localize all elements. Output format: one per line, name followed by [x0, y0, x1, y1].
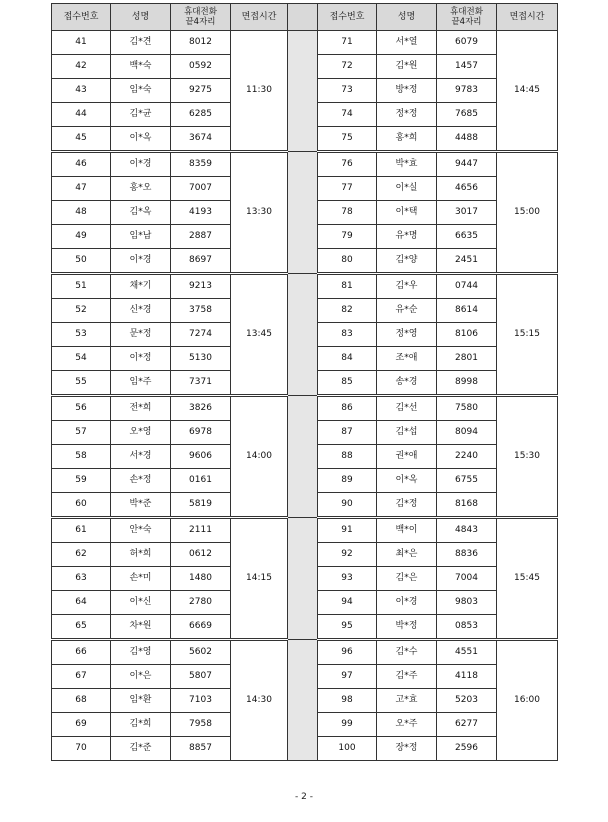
- phone-last4: 4118: [437, 665, 497, 689]
- applicant-name: 허*희: [111, 543, 171, 567]
- entry-number: 75: [318, 127, 377, 152]
- applicant-name: 백*이: [377, 518, 437, 543]
- entry-number: 93: [318, 567, 377, 591]
- header-phone-line2: 끝4자리: [451, 17, 482, 27]
- phone-last4: 5203: [437, 689, 497, 713]
- entry-number: 67: [52, 665, 111, 689]
- phone-last4: 2451: [437, 249, 497, 274]
- applicant-name: 김*주: [377, 665, 437, 689]
- phone-last4: 7580: [437, 396, 497, 421]
- table-row: [52, 152, 558, 177]
- entry-number: 79: [318, 225, 377, 249]
- phone-last4: 2240: [437, 445, 497, 469]
- applicant-name: 박*준: [111, 493, 171, 518]
- applicant-name: 안*숙: [111, 518, 171, 543]
- interview-time: 14:15: [231, 518, 288, 640]
- phone-last4: 2780: [171, 591, 231, 615]
- entry-number: 62: [52, 543, 111, 567]
- entry-number: 44: [52, 103, 111, 127]
- entry-number: 56: [52, 396, 111, 421]
- header-name-left: 성명: [111, 4, 171, 31]
- applicant-name: 이*경: [111, 152, 171, 177]
- phone-last4: 8012: [171, 31, 231, 55]
- entry-number: 48: [52, 201, 111, 225]
- header-time-right: 면접시간: [497, 4, 558, 31]
- phone-last4: 9447: [437, 152, 497, 177]
- phone-last4: 3826: [171, 396, 231, 421]
- entry-number: 53: [52, 323, 111, 347]
- header-no-left: 접수번호: [52, 4, 111, 31]
- entry-number: 59: [52, 469, 111, 493]
- entry-number: 64: [52, 591, 111, 615]
- entry-number: 45: [52, 127, 111, 152]
- interview-time: 16:00: [497, 640, 558, 761]
- entry-number: 99: [318, 713, 377, 737]
- entry-number: 46: [52, 152, 111, 177]
- entry-number: 98: [318, 689, 377, 713]
- table-row: [52, 518, 558, 543]
- phone-last4: 7685: [437, 103, 497, 127]
- applicant-name: 박*정: [377, 615, 437, 640]
- phone-last4: 6635: [437, 225, 497, 249]
- applicant-name: 임*환: [111, 689, 171, 713]
- applicant-name: 이*옥: [377, 469, 437, 493]
- applicant-name: 이*경: [111, 249, 171, 274]
- header-phone-line1: 휴대전화: [184, 7, 217, 17]
- applicant-name: 손*정: [111, 469, 171, 493]
- column-separator: [288, 152, 318, 274]
- applicant-name: 김*견: [111, 31, 171, 55]
- applicant-name: 박*효: [377, 152, 437, 177]
- entry-number: 82: [318, 299, 377, 323]
- entry-number: 95: [318, 615, 377, 640]
- header-no-right: 접수번호: [318, 4, 377, 31]
- header-phone-line2: 끝4자리: [185, 17, 216, 27]
- header-phone-line1: 휴대전화: [450, 7, 483, 17]
- entry-number: 65: [52, 615, 111, 640]
- phone-last4: 3674: [171, 127, 231, 152]
- phone-last4: 9213: [171, 274, 231, 299]
- applicant-name: 김*우: [377, 274, 437, 299]
- column-separator: [288, 396, 318, 518]
- entry-number: 80: [318, 249, 377, 274]
- phone-last4: 8094: [437, 421, 497, 445]
- phone-last4: 0592: [171, 55, 231, 79]
- entry-number: 50: [52, 249, 111, 274]
- entry-number: 61: [52, 518, 111, 543]
- entry-number: 91: [318, 518, 377, 543]
- entry-number: 42: [52, 55, 111, 79]
- interview-time: 11:30: [231, 31, 288, 152]
- entry-number: 81: [318, 274, 377, 299]
- phone-last4: 2801: [437, 347, 497, 371]
- applicant-name: 전*희: [111, 396, 171, 421]
- applicant-name: 이*신: [111, 591, 171, 615]
- phone-last4: 8106: [437, 323, 497, 347]
- entry-number: 60: [52, 493, 111, 518]
- phone-last4: 5602: [171, 640, 231, 665]
- applicant-name: 서*경: [111, 445, 171, 469]
- entry-number: 78: [318, 201, 377, 225]
- applicant-name: 최*은: [377, 543, 437, 567]
- column-separator: [288, 31, 318, 152]
- phone-last4: 6079: [437, 31, 497, 55]
- entry-number: 72: [318, 55, 377, 79]
- interview-time: 15:15: [497, 274, 558, 396]
- entry-number: 66: [52, 640, 111, 665]
- entry-number: 74: [318, 103, 377, 127]
- interview-time: 15:30: [497, 396, 558, 518]
- entry-number: 58: [52, 445, 111, 469]
- entry-number: 71: [318, 31, 377, 55]
- interview-time: 15:45: [497, 518, 558, 640]
- column-separator: [288, 640, 318, 761]
- phone-last4: 6755: [437, 469, 497, 493]
- entry-number: 41: [52, 31, 111, 55]
- applicant-name: 오*주: [377, 713, 437, 737]
- applicant-name: 김*수: [377, 640, 437, 665]
- applicant-name: 문*정: [111, 323, 171, 347]
- phone-last4: 2887: [171, 225, 231, 249]
- applicant-name: 채*기: [111, 274, 171, 299]
- applicant-name: 이*옥: [111, 127, 171, 152]
- applicant-name: 오*영: [111, 421, 171, 445]
- entry-number: 63: [52, 567, 111, 591]
- phone-last4: 4193: [171, 201, 231, 225]
- phone-last4: 8998: [437, 371, 497, 396]
- applicant-name: 임*주: [111, 371, 171, 396]
- applicant-name: 이*실: [377, 177, 437, 201]
- entry-number: 84: [318, 347, 377, 371]
- phone-last4: 8614: [437, 299, 497, 323]
- phone-last4: 6277: [437, 713, 497, 737]
- phone-last4: 9275: [171, 79, 231, 103]
- phone-last4: 5130: [171, 347, 231, 371]
- interview-time: 15:00: [497, 152, 558, 274]
- header-phone-right: [437, 4, 497, 31]
- applicant-name: 김*준: [111, 737, 171, 761]
- entry-number: 57: [52, 421, 111, 445]
- applicant-name: 임*숙: [111, 79, 171, 103]
- phone-last4: 7274: [171, 323, 231, 347]
- applicant-name: 정*영: [377, 323, 437, 347]
- entry-number: 47: [52, 177, 111, 201]
- applicant-name: 김*균: [111, 103, 171, 127]
- entry-number: 96: [318, 640, 377, 665]
- phone-last4: 3017: [437, 201, 497, 225]
- entry-number: 100: [318, 737, 377, 761]
- interview-schedule: [51, 3, 557, 753]
- entry-number: 83: [318, 323, 377, 347]
- applicant-name: 김*희: [111, 713, 171, 737]
- schedule-table: [51, 3, 558, 761]
- applicant-name: 유*명: [377, 225, 437, 249]
- entry-number: 76: [318, 152, 377, 177]
- phone-last4: 4488: [437, 127, 497, 152]
- phone-last4: 7371: [171, 371, 231, 396]
- entry-number: 88: [318, 445, 377, 469]
- applicant-name: 방*정: [377, 79, 437, 103]
- entry-number: 70: [52, 737, 111, 761]
- applicant-name: 김*선: [377, 396, 437, 421]
- phone-last4: 9606: [171, 445, 231, 469]
- entry-number: 54: [52, 347, 111, 371]
- phone-last4: 5807: [171, 665, 231, 689]
- table-row: [52, 640, 558, 665]
- phone-last4: 0853: [437, 615, 497, 640]
- applicant-name: 이*은: [111, 665, 171, 689]
- entry-number: 85: [318, 371, 377, 396]
- entry-number: 51: [52, 274, 111, 299]
- phone-last4: 0612: [171, 543, 231, 567]
- interview-time: 14:00: [231, 396, 288, 518]
- header-row: [52, 4, 558, 31]
- applicant-name: 고*효: [377, 689, 437, 713]
- phone-last4: 4551: [437, 640, 497, 665]
- column-separator: [288, 274, 318, 396]
- phone-last4: 2111: [171, 518, 231, 543]
- applicant-name: 조*애: [377, 347, 437, 371]
- applicant-name: 권*애: [377, 445, 437, 469]
- schedule-body: [52, 31, 558, 761]
- applicant-name: 신*경: [111, 299, 171, 323]
- page-number: - 2 -: [295, 792, 313, 802]
- phone-last4: 8168: [437, 493, 497, 518]
- applicant-name: 김*은: [377, 567, 437, 591]
- phone-last4: 8359: [171, 152, 231, 177]
- applicant-name: 이*택: [377, 201, 437, 225]
- phone-last4: 5819: [171, 493, 231, 518]
- phone-last4: 4843: [437, 518, 497, 543]
- phone-last4: 6285: [171, 103, 231, 127]
- phone-last4: 0161: [171, 469, 231, 493]
- applicant-name: 이*경: [377, 591, 437, 615]
- applicant-name: 유*순: [377, 299, 437, 323]
- applicant-name: 김*영: [111, 640, 171, 665]
- applicant-name: 김*섭: [377, 421, 437, 445]
- phone-last4: 8697: [171, 249, 231, 274]
- entry-number: 77: [318, 177, 377, 201]
- phone-last4: 7004: [437, 567, 497, 591]
- applicant-name: 김*정: [377, 493, 437, 518]
- entry-number: 73: [318, 79, 377, 103]
- phone-last4: 4656: [437, 177, 497, 201]
- entry-number: 86: [318, 396, 377, 421]
- applicant-name: 이*정: [111, 347, 171, 371]
- phone-last4: 9803: [437, 591, 497, 615]
- applicant-name: 차*원: [111, 615, 171, 640]
- phone-last4: 1480: [171, 567, 231, 591]
- header-name-right: 성명: [377, 4, 437, 31]
- applicant-name: 홍*오: [111, 177, 171, 201]
- phone-last4: 2596: [437, 737, 497, 761]
- interview-time: 13:45: [231, 274, 288, 396]
- table-row: [52, 396, 558, 421]
- interview-time: 13:30: [231, 152, 288, 274]
- entry-number: 69: [52, 713, 111, 737]
- entry-number: 94: [318, 591, 377, 615]
- phone-last4: 0744: [437, 274, 497, 299]
- phone-last4: 7958: [171, 713, 231, 737]
- phone-last4: 7007: [171, 177, 231, 201]
- header-separator: [288, 4, 318, 31]
- entry-number: 92: [318, 543, 377, 567]
- phone-last4: 6669: [171, 615, 231, 640]
- applicant-name: 임*남: [111, 225, 171, 249]
- applicant-name: 홍*희: [377, 127, 437, 152]
- entry-number: 49: [52, 225, 111, 249]
- column-separator: [288, 518, 318, 640]
- applicant-name: 정*정: [377, 103, 437, 127]
- phone-last4: 9783: [437, 79, 497, 103]
- phone-last4: 3758: [171, 299, 231, 323]
- applicant-name: 송*경: [377, 371, 437, 396]
- entry-number: 87: [318, 421, 377, 445]
- phone-last4: 8836: [437, 543, 497, 567]
- header-phone-left: [171, 4, 231, 31]
- applicant-name: 장*정: [377, 737, 437, 761]
- applicant-name: 서*열: [377, 31, 437, 55]
- applicant-name: 김*옥: [111, 201, 171, 225]
- applicant-name: 김*양: [377, 249, 437, 274]
- entry-number: 90: [318, 493, 377, 518]
- entry-number: 97: [318, 665, 377, 689]
- entry-number: 43: [52, 79, 111, 103]
- entry-number: 55: [52, 371, 111, 396]
- applicant-name: 백*숙: [111, 55, 171, 79]
- entry-number: 52: [52, 299, 111, 323]
- phone-last4: 1457: [437, 55, 497, 79]
- interview-time: 14:45: [497, 31, 558, 152]
- phone-last4: 7103: [171, 689, 231, 713]
- header-time-left: 면접시간: [231, 4, 288, 31]
- applicant-name: 손*미: [111, 567, 171, 591]
- entry-number: 68: [52, 689, 111, 713]
- table-row: [52, 274, 558, 299]
- phone-last4: 8857: [171, 737, 231, 761]
- entry-number: 89: [318, 469, 377, 493]
- phone-last4: 6978: [171, 421, 231, 445]
- table-row: [52, 31, 558, 55]
- interview-time: 14:30: [231, 640, 288, 761]
- applicant-name: 김*원: [377, 55, 437, 79]
